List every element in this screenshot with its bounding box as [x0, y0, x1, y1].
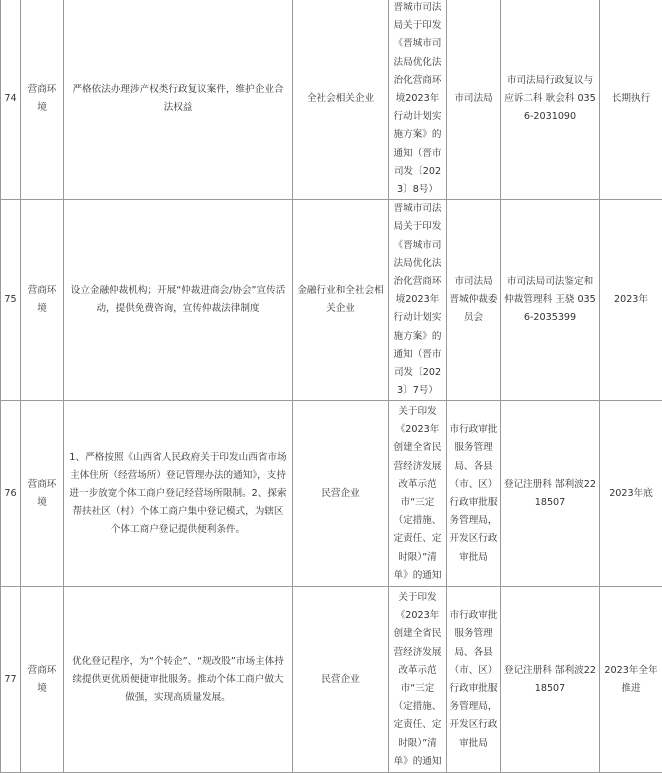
table-row: [1, 587, 662, 773]
table-row: [1, 200, 662, 401]
policy-doc-cell: 关于印发《2023年创建全省民营经济发展改革示范市“三定（定措施、定责任、定时限）”清单》的通知: [389, 401, 447, 587]
row-number: 76: [1, 401, 21, 587]
targets-cell: 全社会相关企业: [293, 0, 389, 200]
responsible-unit-cell: 市行政审批服务管理局、各县（市、区）行政审批服务管理局，开发区行政审批局: [447, 587, 501, 773]
contact-cell: 登记注册科 郜利波2218507: [501, 587, 600, 773]
policy-doc-cell: 晋城市司法局关于印发《晋城市司法局优化法治化营商环境2023年行动计划实施方案》的通知（晋市司发〔2023〕7号）: [389, 200, 447, 401]
deadline-cell: 2023年全年推进: [600, 587, 662, 773]
deadline-cell: 2023年底: [600, 401, 662, 587]
contact-cell: 市司法局行政复议与应诉二科 耿会科 0356-2031090: [501, 0, 600, 200]
field-cell: 营商环境: [21, 401, 64, 587]
field-cell: 营商环境: [21, 200, 64, 401]
targets-cell: 金融行业和全社会相关企业: [293, 200, 389, 401]
responsible-unit-cell: 市司法局: [447, 0, 501, 200]
row-number: 75: [1, 200, 21, 401]
responsible-unit-cell: 市司法局 晋城仲裁委员会: [447, 200, 501, 401]
measures-cell: 优化登记程序，为“个转企”、“规改股”市场主体持续提供更优质便捷审批服务。推动个体工商户做大做强，实现高质量发展。: [64, 587, 293, 773]
policy-doc-cell: 晋城市司法局关于印发《晋城市司法局优化法治化营商环境2023年行动计划实施方案》的通知（晋市司发〔2023〕8号）: [389, 0, 447, 200]
targets-cell: 民营企业: [293, 401, 389, 587]
table-row: [1, 0, 662, 200]
field-cell: 营商环境: [21, 587, 64, 773]
targets-cell: 民营企业: [293, 587, 389, 773]
table-row: [1, 401, 662, 587]
measures-cell: 设立金融仲裁机构；开展“仲裁进商会/协会”宣传活动，提供免费咨询，宣传仲裁法律制度: [64, 200, 293, 401]
policy-doc-cell: 关于印发《2023年创建全省民营经济发展改革示范市“三定（定措施、定责任、定时限）”清单》的通知: [389, 587, 447, 773]
contact-cell: 登记注册科 郜利波2218507: [501, 401, 600, 587]
row-number: 77: [1, 587, 21, 773]
row-number: 74: [1, 0, 21, 200]
deadline-cell: 长期执行: [600, 0, 662, 200]
contact-cell: 市司法局司法鉴定和仲裁管理科 王骁 0356-2035399: [501, 200, 600, 401]
deadline-cell: 2023年: [600, 200, 662, 401]
measures-cell: 1、严格按照《山西省人民政府关于印发山西省市场主体住所（经营场所）登记管理办法的通知》，支持进一步放宽个体工商户登记经营场所限制。2、探索帮扶社区（村）个体工商户集中登记模式，为辖区个体工商户登记提供便利条件。: [64, 401, 293, 587]
field-cell: 营商环境: [21, 0, 64, 200]
responsible-unit-cell: 市行政审批服务管理局、各县（市、区）行政审批服务管理局，开发区行政审批局: [447, 401, 501, 587]
measures-cell: 严格依法办理涉产权类行政复议案件，维护企业合法权益: [64, 0, 293, 200]
